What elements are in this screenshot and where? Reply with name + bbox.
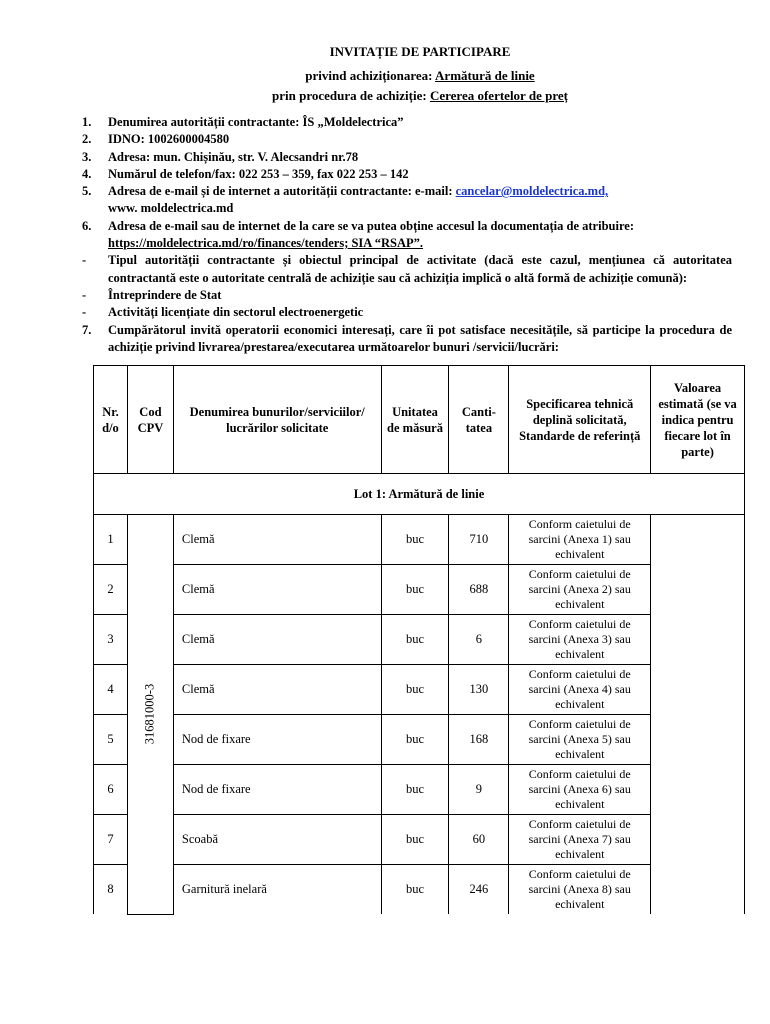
list-item	[82, 131, 732, 148]
cell-nr: 8	[94, 865, 128, 915]
list-item-text: Întreprindere de Stat	[108, 287, 222, 302]
list-marker: 7.	[82, 322, 92, 337]
list-item-text: Activități licențiate din sectorul electroenergetic	[108, 305, 364, 320]
header-nr: Nr. d/o	[94, 366, 128, 474]
subtitle-object-value: Armătură de linie	[435, 68, 535, 83]
cell-name: Clemă	[173, 615, 381, 665]
list-marker: 5.	[82, 184, 92, 199]
list-item	[82, 149, 732, 166]
website-text: www. moldelectrica.md	[108, 201, 234, 216]
list-item	[82, 166, 732, 183]
list-item	[82, 183, 732, 218]
cell-unit: buc	[381, 665, 449, 715]
cell-unit: buc	[381, 515, 449, 565]
list-item-text: Tipul autorității contractante și obiectul principal de activitate (dacă este cazul, mențiunea că autoritatea contractantă este o autoritate centrală de achiziție sau că achiziția implică o altă formă de achiziție comună):	[108, 253, 732, 285]
email-link[interactable]: cancelar@moldelectrica.md,	[455, 184, 609, 199]
list-item-text: Adresa: mun. Chișinău, str. V. Alecsandri nr.78	[108, 149, 359, 164]
document-title: INVITAȚIE DE PARTICIPARE	[329, 44, 511, 59]
cell-qty: 688	[449, 565, 509, 615]
tenders-link[interactable]: https://moldelectrica.md/ro/finances/tenders; SIA “RSAP”.	[108, 236, 424, 251]
lot-label: Lot 1: Armătură de linie	[94, 474, 745, 515]
cell-unit: buc	[381, 615, 449, 665]
cell-unit: buc	[381, 765, 449, 815]
table-row	[94, 665, 745, 715]
lot-row	[94, 474, 745, 515]
cell-nr: 1	[94, 515, 128, 565]
cell-spec: Conform caietului de sarcini (Anexa 4) sau echivalent	[509, 665, 651, 715]
table-row	[94, 715, 745, 765]
list-item-text: Adresa de e-mail și de internet a autorității contractante: e-mail:	[108, 184, 456, 199]
list-item	[82, 114, 732, 131]
cell-cpv	[127, 515, 173, 915]
info-list	[82, 114, 732, 356]
subtitle-procedure	[0, 88, 770, 104]
subtitle-object-prefix: privind achiziționarea:	[305, 68, 436, 83]
cell-name: Scoabă	[173, 815, 381, 865]
list-marker: -	[82, 253, 87, 268]
procurement-table	[93, 365, 745, 915]
list-marker: 4.	[82, 166, 92, 181]
cell-qty: 246	[449, 865, 509, 915]
cell-spec: Conform caietului de sarcini (Anexa 2) sau echivalent	[509, 565, 651, 615]
list-item	[82, 252, 732, 287]
list-item-text: IDNO: 1002600004580	[108, 132, 230, 147]
subtitle-procedure-prefix: prin procedura de achiziție:	[272, 88, 430, 103]
table-row	[94, 865, 745, 915]
list-item	[82, 304, 732, 321]
header-spec: Specificarea tehnică deplină solicitată, Standarde de referință	[509, 366, 651, 474]
cell-name: Garnitură inelară	[173, 865, 381, 915]
cell-value	[651, 515, 745, 915]
list-item	[82, 218, 732, 253]
list-item-text: Cumpărătorul invită operatorii economici interesați, care îi pot satisface necesitățile, să participe la procedura de achiziție privind livrarea/prestarea/executarea următoarelor bunuri /servicii/lucrări:	[108, 322, 732, 354]
cell-spec: Conform caietului de sarcini (Anexa 7) sau echivalent	[509, 815, 651, 865]
list-item-text: Adresa de e-mail sau de internet de la care se va putea obține accesul la documentația de atribuire:	[108, 218, 634, 233]
cell-nr: 7	[94, 815, 128, 865]
table-header-row	[94, 366, 745, 474]
cell-spec: Conform caietului de sarcini (Anexa 3) sau echivalent	[509, 615, 651, 665]
cell-spec: Conform caietului de sarcini (Anexa 8) sau echivalent	[509, 865, 651, 915]
cell-name: Clemă	[173, 565, 381, 615]
cell-name: Clemă	[173, 665, 381, 715]
cell-nr: 5	[94, 715, 128, 765]
cell-name: Nod de fixare	[173, 765, 381, 815]
cell-nr: 2	[94, 565, 128, 615]
list-marker: -	[82, 287, 87, 302]
table-row	[94, 515, 745, 565]
cell-qty: 168	[449, 715, 509, 765]
header-name: Denumirea bunurilor/serviciilor/ lucrărilor solicitate	[173, 366, 381, 474]
cell-spec: Conform caietului de sarcini (Anexa 1) sau echivalent	[509, 515, 651, 565]
cell-unit: buc	[381, 815, 449, 865]
cell-spec: Conform caietului de sarcini (Anexa 6) sau echivalent	[509, 765, 651, 815]
subtitle-procedure-value: Cererea ofertelor de preț	[429, 88, 568, 103]
list-item	[82, 287, 732, 304]
table-row	[94, 815, 745, 865]
subtitle-object	[0, 68, 770, 84]
list-item-text: Denumirea autorității contractante: ÎS „Moldelectrica”	[108, 115, 404, 129]
list-marker: -	[82, 305, 87, 320]
cell-qty: 710	[449, 515, 509, 565]
header-qty: Canti-tatea	[449, 366, 509, 474]
list-item	[82, 322, 732, 357]
table-row	[94, 565, 745, 615]
list-item-text: Numărul de telefon/fax: 022 253 – 359, fax 022 253 – 142	[108, 166, 409, 181]
table-row	[94, 615, 745, 665]
cell-name: Clemă	[173, 515, 381, 565]
cell-nr: 6	[94, 765, 128, 815]
table-row	[94, 765, 745, 815]
list-marker: 3.	[82, 149, 92, 164]
header-value: Valoarea estimată (se va indica pentru fiecare lot în parte)	[651, 366, 745, 474]
cell-qty: 9	[449, 765, 509, 815]
cell-qty: 6	[449, 615, 509, 665]
cell-spec: Conform caietului de sarcini (Anexa 5) sau echivalent	[509, 715, 651, 765]
cell-name: Nod de fixare	[173, 715, 381, 765]
header-cpv: Cod CPV	[127, 366, 173, 474]
list-marker: 6.	[82, 218, 92, 233]
cell-nr: 3	[94, 615, 128, 665]
list-marker: 2.	[82, 132, 92, 147]
list-marker: 1.	[82, 115, 92, 129]
cell-unit: buc	[381, 865, 449, 915]
cell-qty: 130	[449, 665, 509, 715]
cell-qty: 60	[449, 815, 509, 865]
header-unit: Unitatea de măsură	[381, 366, 449, 474]
cell-nr: 4	[94, 665, 128, 715]
cpv-code: 31681000-3	[142, 684, 157, 745]
cell-unit: buc	[381, 715, 449, 765]
cell-unit: buc	[381, 565, 449, 615]
